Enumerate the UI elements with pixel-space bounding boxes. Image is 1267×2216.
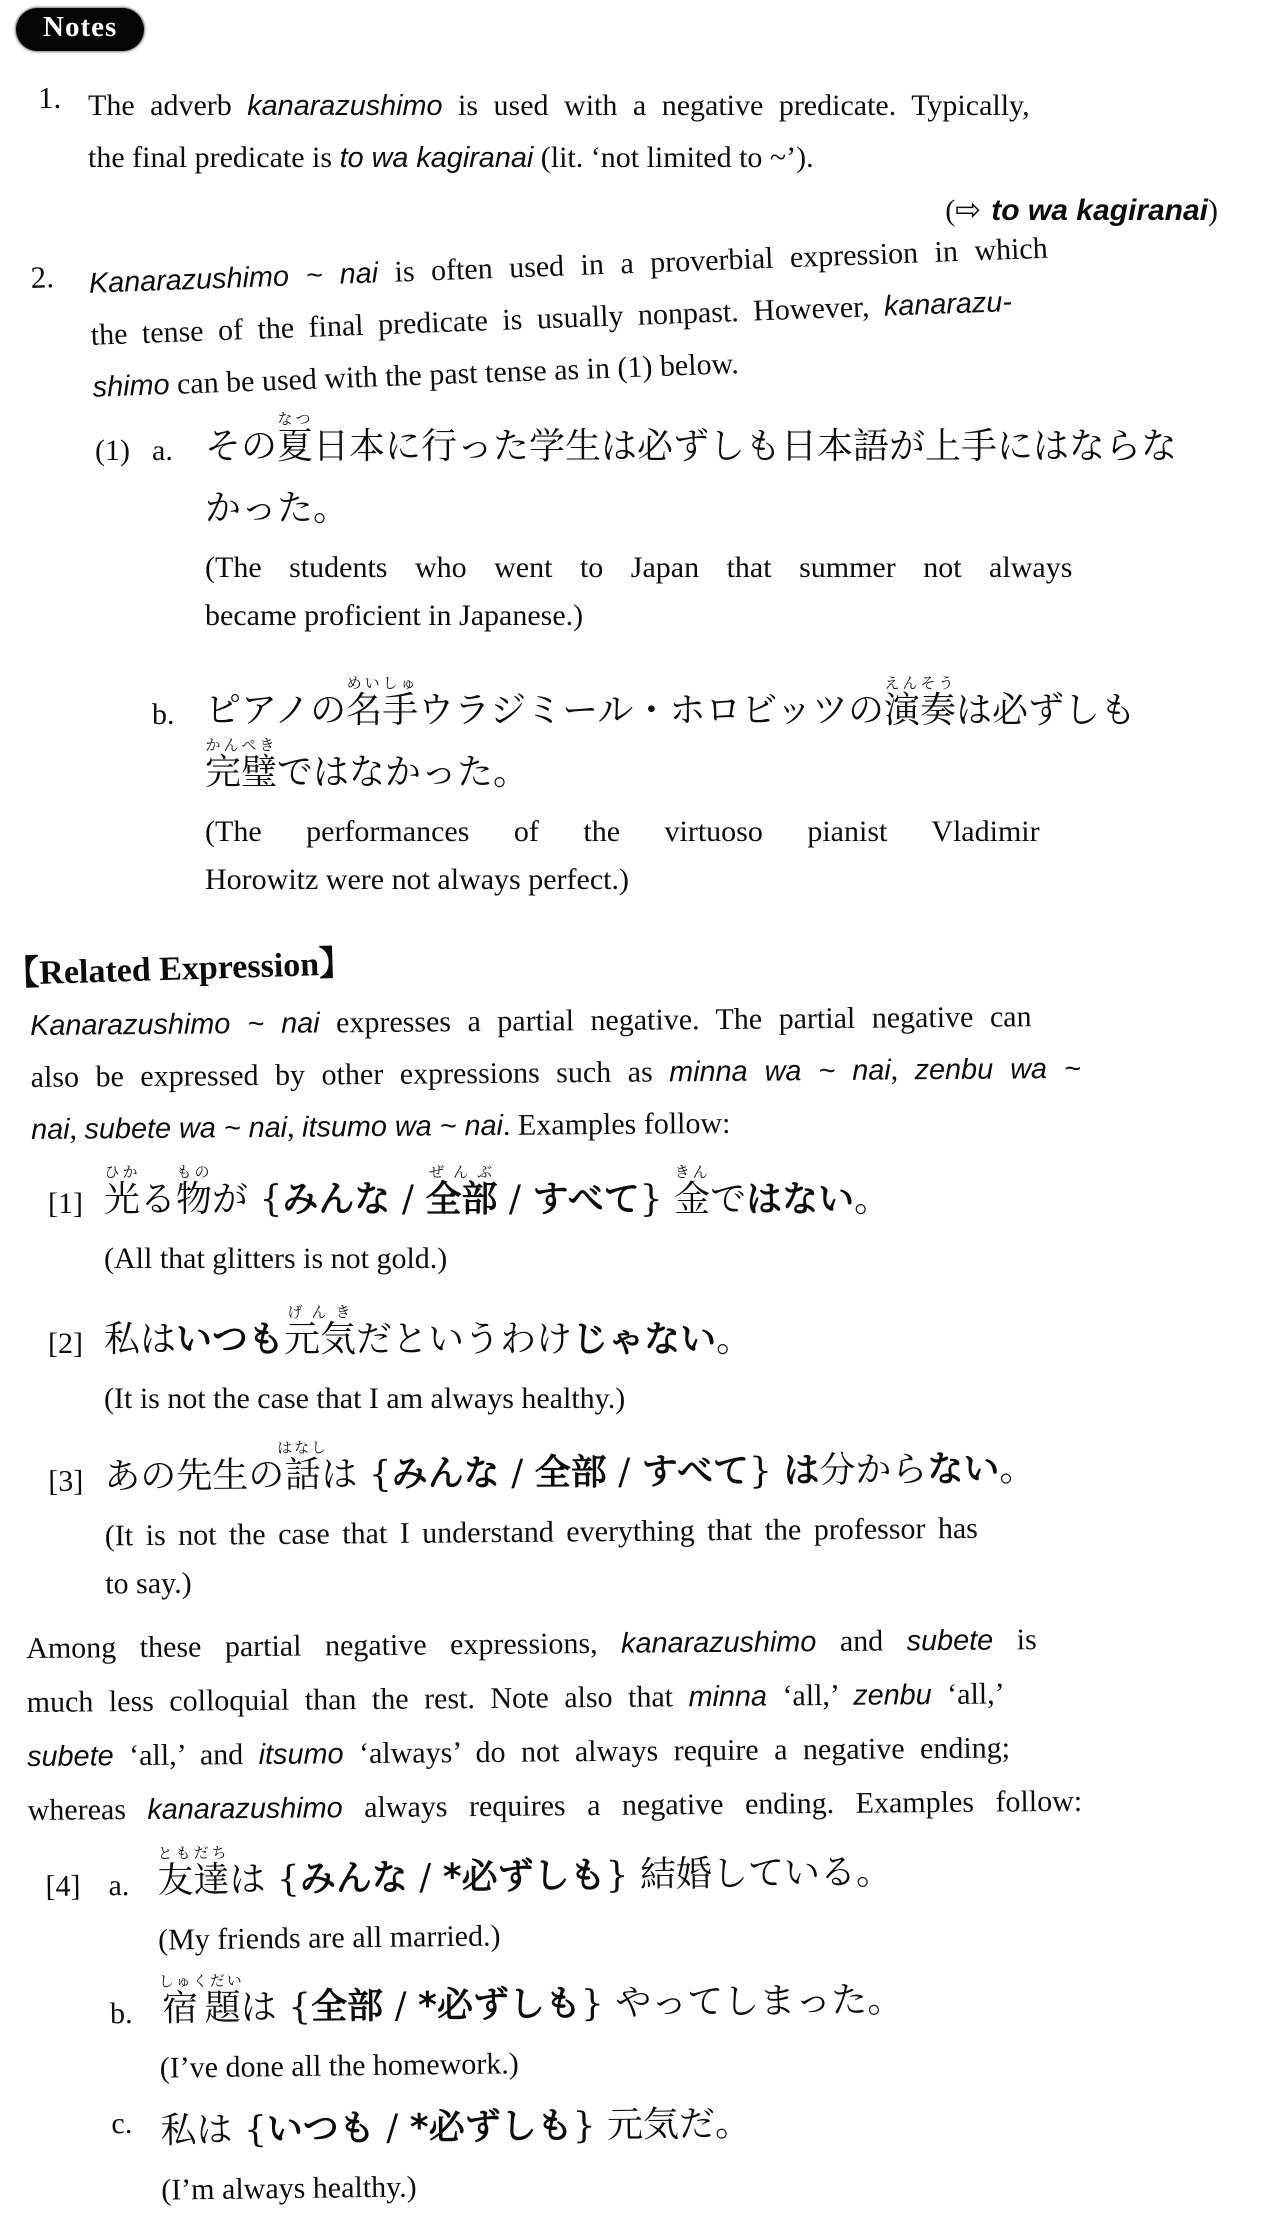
crossref-term: to wa kagiranai — [991, 194, 1208, 227]
example-4b — [110, 1960, 1215, 2093]
example-4b-letter: b. — [109, 1996, 133, 2031]
example-1a — [152, 410, 1223, 640]
rightwards-arrow-icon: ⇨ — [955, 192, 982, 228]
example-group-1 — [95, 410, 1223, 904]
note-2-number: 2. — [30, 259, 55, 295]
example-group-1-items — [152, 410, 1223, 904]
example-4a-translation: (My friends are all married.) — [157, 1919, 501, 1957]
example-1a-content — [205, 410, 1223, 640]
related-example-3-japanese: あの先生の話はなしは {みんな / 全部 / すべて} は分からない。 — [104, 1438, 1036, 1498]
note-1-text: The adverb kanarazushimo is used with a negative predicate. Typically, the final predicate is to wa kagiranai (lit. ‘not limited to ~’). — [88, 89, 1030, 174]
related-expression-discussion: Among these partial negative expressions, kanarazushimo and subete is much less colloquial than the rest. Note also that minna ‘all,’ zenbu ‘all,’ subete ‘all,’ and itsumo ‘always’ do not always require a negative ending; whereas kanarazushimo always requires a negative ending. Examples follow: — [26, 1623, 1083, 1827]
note-1-body — [88, 80, 1218, 237]
related-example-2-label: [2] — [48, 1327, 83, 1360]
example-1b-japanese: ピアノの名手めいしゅウラジミール・ホロビッツの演奏えんそうは必ずしも 完璧かんぺきではなかった。 — [205, 674, 1137, 793]
example-4a-japanese: 友達ともだちは {みんな / *必ずしも} 結婚している。 — [156, 1843, 893, 1902]
example-1b — [152, 674, 1223, 904]
related-example-1 — [48, 1163, 1244, 1283]
example-1a-letter: a. — [152, 434, 173, 467]
example-4c-letter: c. — [111, 2106, 133, 2141]
related-example-3-label: [3] — [48, 1464, 84, 1498]
note-item-1 — [38, 80, 1218, 237]
example-4a-letter: a. — [108, 1868, 130, 1903]
related-example-2-content — [104, 1303, 1244, 1423]
example-4b-translation: (I’ve done all the homework.) — [159, 2047, 519, 2085]
example-1b-letter: b. — [152, 698, 175, 731]
example-1b-translation: (The performances of the virtuoso pianist Vladimir Horowitz were not always perfect.) — [205, 815, 1040, 896]
related-example-1-translation: (All that glitters is not gold.) — [104, 1242, 448, 1275]
related-example-3-content — [104, 1430, 1265, 1608]
example-4c-japanese: 私は {いつも / *必ずしも} 元気だ。 — [160, 2103, 752, 2152]
related-expression-intro: Kanarazushimo ~ nai expresses a partial negative. The partial negative can also be expressed by other expressions such as minna wa ~ nai, zenbu wa ~ nai, subete wa ~ nai, itsumo wa ~ nai. Examples follow: — [30, 1000, 1081, 1146]
example-group-1-label: (1) — [95, 434, 130, 467]
example-1b-content — [205, 674, 1223, 904]
note-1-number: 1. — [38, 80, 62, 115]
related-example-3-translation: (It is not the case that I understand everything that the professor has to say.) — [104, 1511, 979, 1601]
related-example-1-content — [104, 1163, 1244, 1283]
example-4a-content — [157, 1832, 1213, 1965]
example-1a-translation: (The students who went to Japan that summer not always became proficient in Japanese.) — [205, 551, 1073, 632]
example-group-4 — [45, 1832, 1216, 2216]
related-example-3 — [48, 1430, 1265, 1609]
related-example-2-japanese: 私はいつも元気げんきだというわけじゃない。 — [104, 1303, 753, 1360]
example-4b-japanese: 宿題しゅくだいは {全部 / *必ずしも} やってしまった。 — [158, 1971, 904, 2030]
related-example-2 — [48, 1303, 1244, 1423]
example-group-4-items — [108, 1832, 1216, 2215]
example-4c-translation: (I’m always healthy.) — [161, 2170, 417, 2207]
example-group-4-label: [4] — [45, 1869, 81, 1903]
example-4c — [111, 2088, 1216, 2215]
example-1a-japanese: その夏なつ日本に行った学生は必ずしも日本語が上手にはならな かった。 — [205, 410, 1178, 529]
example-4a — [108, 1832, 1213, 1965]
notes-badge — [16, 8, 144, 51]
note-2-text: Kanarazushimo ~ nai is often used in a proverbial expression in which the tense of the final predicate is usually nonpast. However, kanarazu- shimo can be used with the past tense as in (1) below. — [88, 231, 1049, 404]
example-4b-content — [159, 1960, 1215, 2093]
related-example-2-translation: (It is not the case that I am always healthy.) — [104, 1382, 626, 1415]
example-4c-content — [160, 2088, 1216, 2215]
note-item-2 — [30, 217, 1205, 416]
related-expression-heading: 【Related Expression】 — [4, 945, 354, 994]
related-example-1-label: [1] — [48, 1187, 83, 1220]
crossref-open-paren: ( — [945, 194, 956, 227]
notes-badge-label: Notes — [16, 8, 144, 51]
related-example-1-japanese: 光ひかる物ものが {みんな / 全部ぜんぶ / すべて} 金きんではない。 — [104, 1163, 891, 1220]
crossref-close-paren: ) — [1208, 194, 1218, 227]
